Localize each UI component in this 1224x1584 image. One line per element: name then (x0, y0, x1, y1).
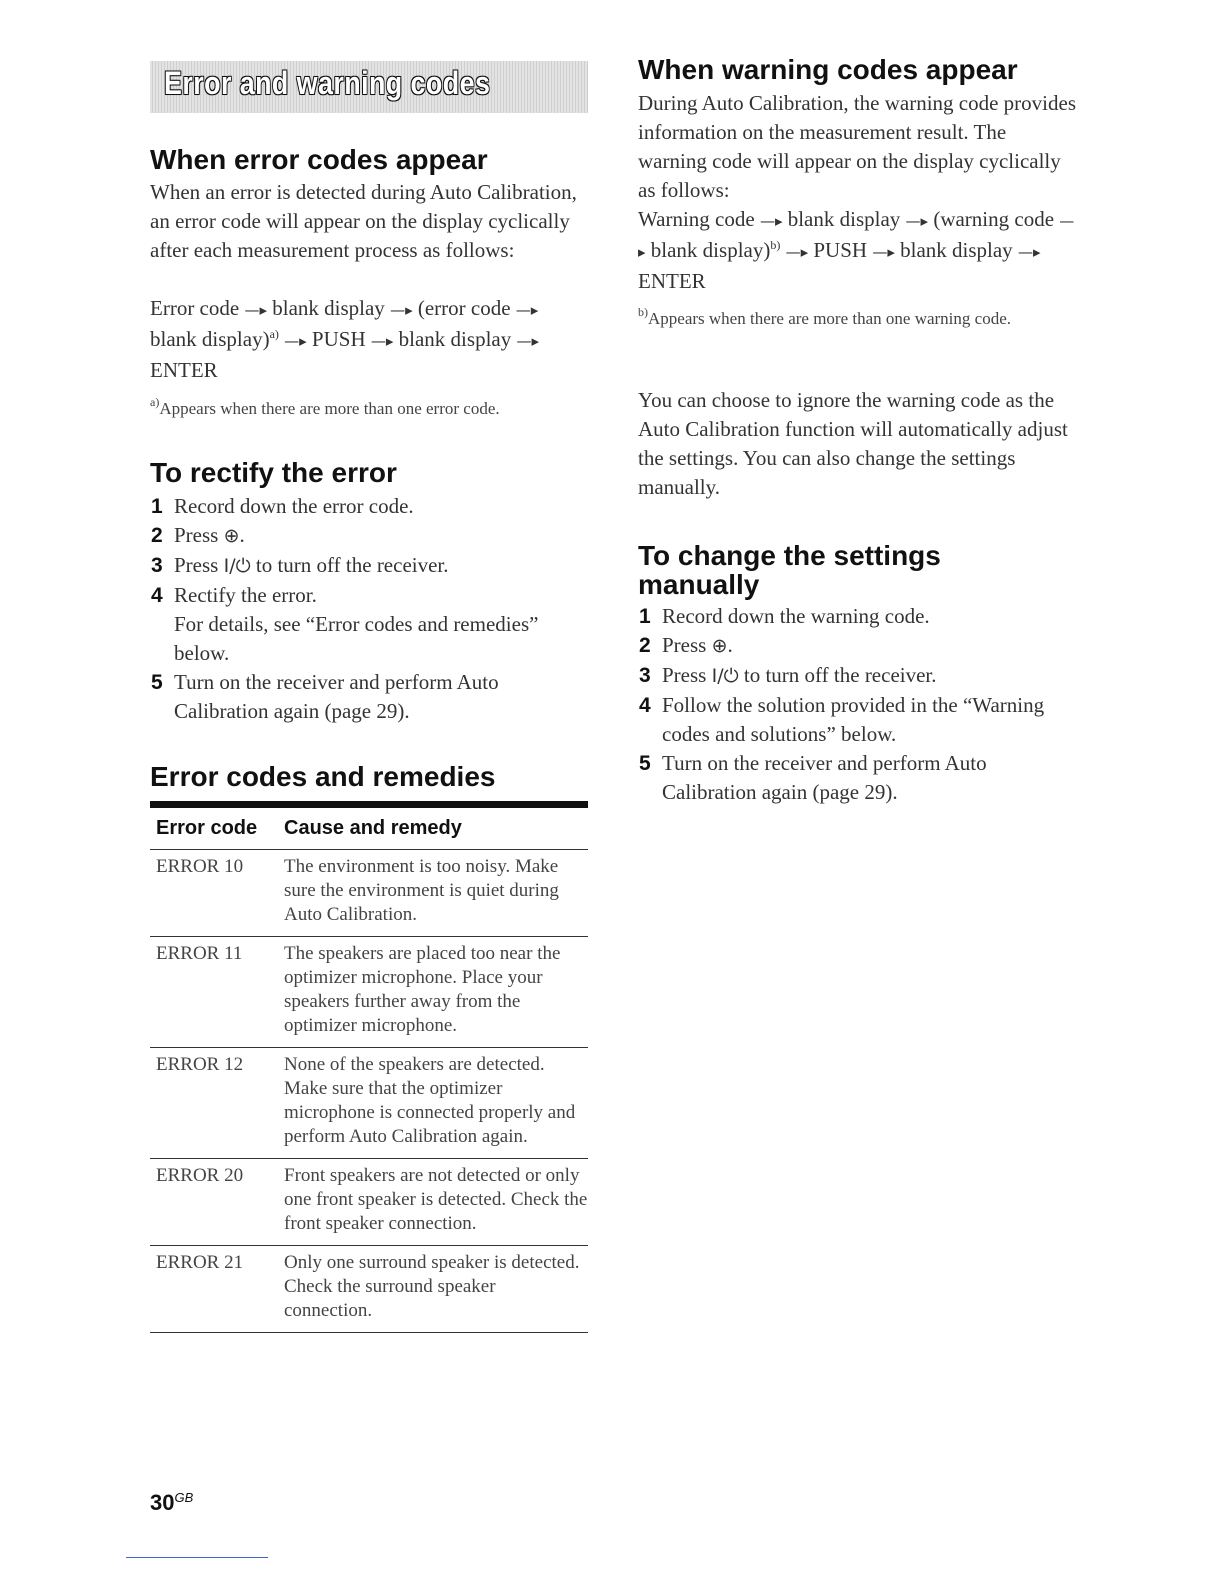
error-code-cell: ERROR 11 (156, 943, 243, 964)
remedy-cell: Front speakers are not detected or only one front speaker is detected. Check the front speaker connection. (284, 1165, 588, 1234)
list-item: 2 Press ⊕. (151, 523, 245, 547)
table-row (150, 1048, 588, 1159)
warning-sequence: Warning code —▸ blank display —▸ (warning code —▸ blank display)$^{b)}$ —▸ PUSH —▸ blank display —▸ ENTER (638, 207, 1075, 293)
table-row (150, 1246, 588, 1333)
error-footnote: $^{a)}$Appears when there are more than one error code. (150, 395, 500, 418)
table-top-rule (150, 801, 588, 808)
warning-footnote: $^{b)}$Appears when there are more than one warning code. (638, 305, 1011, 328)
heading-warning-appear: When warning codes appear (638, 54, 1018, 85)
heading-error-appear: When error codes appear (150, 144, 488, 175)
footer-rule (126, 1557, 268, 1558)
heading-rectify: To rectify the error (150, 457, 397, 488)
table-header (150, 808, 588, 850)
error-code-cell: ERROR 20 (156, 1165, 244, 1186)
rectify-steps (150, 492, 590, 726)
heading-change-settings: To change the settings manually (638, 540, 941, 600)
list-item: 4 Follow the solution provided in the “Warning codes and solutions” below. (639, 693, 1045, 746)
col-header-cause: Cause and remedy (284, 817, 462, 839)
table-row (150, 850, 588, 937)
error-sequence: Error code —▸ blank display —▸ (error code —▸ blank display)$^{a)}$ —▸ PUSH —▸ blank display —▸ ENTER (150, 296, 540, 382)
error-code-cell: ERROR 21 (156, 1252, 244, 1273)
enter-icon: ⊕ (223, 525, 240, 547)
warning-appear-intro: During Auto Calibration, the warning code provides information on the measurement result. The warning code will appear on the display cyclically as follows: (638, 91, 1076, 202)
table-row (150, 1159, 588, 1246)
list-item: 1 Record down the error code. (151, 494, 414, 518)
error-appear-intro: When an error is detected during Auto Calibration, an error code will appear on the display cyclically after each measurement process as follows: (150, 180, 577, 262)
table-row (150, 937, 588, 1048)
list-item: 1 Record down the warning code. (639, 604, 930, 628)
remedy-cell: None of the speakers are detected. Make sure that the optimizer microphone is connected properly and perform Auto Calibration again. (284, 1054, 576, 1147)
section-banner (150, 61, 588, 113)
list-item: 5 Turn on the receiver and perform Auto Calibration again (page 29). (151, 670, 499, 723)
power-icon: I/⏻ (711, 665, 739, 687)
list-item: 2 Press ⊕. (639, 633, 733, 657)
list-item: 3 Press I/⏻ to turn off the receiver. (151, 553, 449, 577)
enter-icon: ⊕ (711, 635, 728, 657)
warning-ignore-text: You can choose to ignore the warning code as the Auto Calibration function will automatically adjust the settings. You can also change the settings manually. (638, 388, 1068, 499)
heading-remedies: Error codes and remedies (150, 761, 496, 792)
error-code-cell: ERROR 10 (156, 856, 244, 877)
change-steps (638, 602, 1078, 807)
remedy-cell: The speakers are placed too near the optimizer microphone. Place your speakers further away from the optimizer microphone. (284, 943, 561, 1036)
col-header-code: Error code (156, 817, 258, 839)
section-banner-title: Error and warning codes (164, 65, 491, 101)
power-icon: I/⏻ (223, 555, 251, 577)
remedy-cell: The environment is too noisy. Make sure the environment is quiet during Auto Calibration. (284, 856, 559, 925)
error-code-cell: ERROR 12 (156, 1054, 244, 1075)
page-number: $30^{GB}$ (150, 1490, 194, 1515)
error-codes-table (150, 801, 588, 1333)
list-item: 3 Press I/⏻ to turn off the receiver. (639, 663, 937, 687)
list-item: 4 Rectify the error. For details, see “Error codes and remedies” below. (151, 583, 539, 665)
remedy-cell: Only one surround speaker is detected. Check the surround speaker connection. (284, 1252, 580, 1321)
list-item: 5 Turn on the receiver and perform Auto Calibration again (page 29). (639, 751, 987, 804)
